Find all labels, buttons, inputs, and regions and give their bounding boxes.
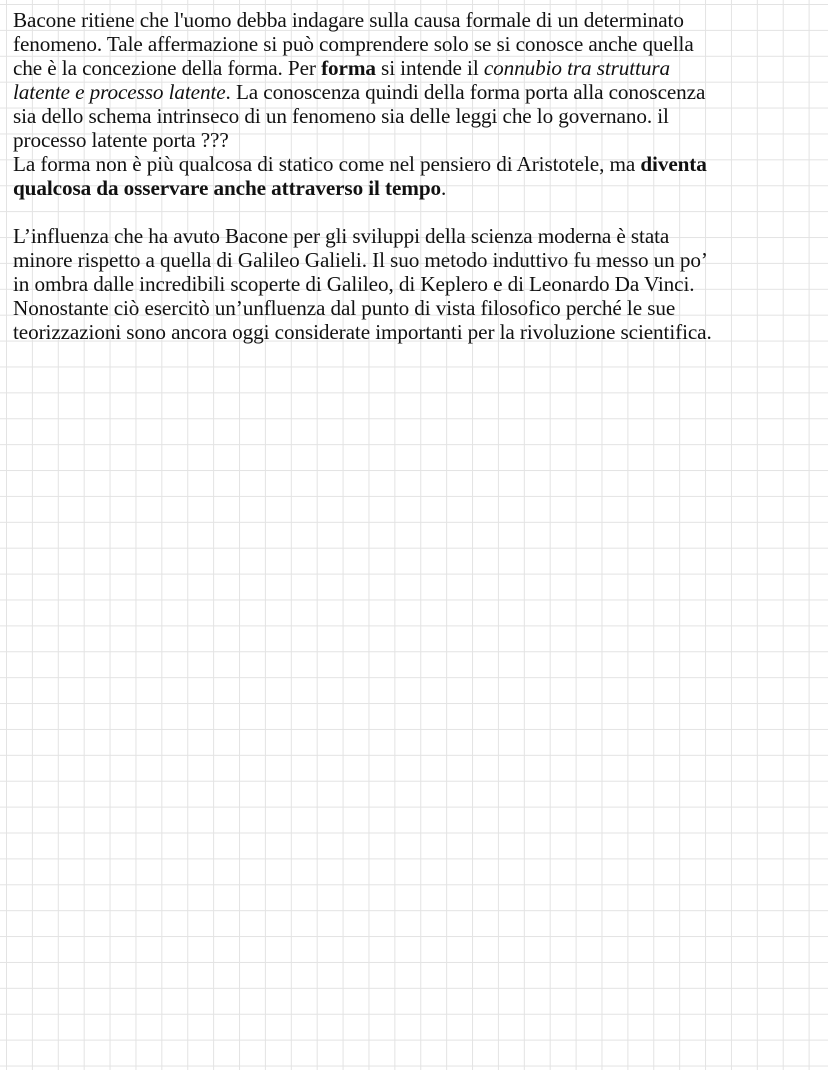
text-line bbox=[13, 8, 822, 32]
text-line bbox=[13, 272, 822, 296]
text-run: fenomeno. Tale affermazione si può comprendere solo se si conosce anche quella bbox=[13, 32, 694, 56]
bold-term-forma: forma bbox=[321, 56, 376, 80]
bold-emphasis: diventa bbox=[640, 152, 707, 176]
text-run: sia dello schema intrinseco di un fenomeno sia delle leggi che lo governano. il bbox=[13, 104, 669, 128]
text-line bbox=[13, 104, 822, 128]
text-run: che è la concezione della forma. Per bbox=[13, 56, 322, 80]
text-run: L’influenza che ha avuto Bacone per gli sviluppi della scienza moderna è stata bbox=[13, 224, 670, 248]
text-run: . bbox=[441, 176, 447, 200]
text-line bbox=[13, 320, 822, 344]
text-run: Bacone ritiene che l'uomo debba indagare sulla causa formale di un determinato bbox=[13, 8, 684, 32]
text-run: in ombra dalle incredibili scoperte di Galileo, di Keplero e di Leonardo Da Vinci. bbox=[13, 272, 695, 296]
text-run: si intende il bbox=[375, 56, 484, 80]
text-run: teorizzazioni sono ancora oggi considerate importanti per la rivoluzione scientifica. bbox=[13, 320, 712, 344]
text-line bbox=[13, 56, 822, 80]
italic-definition: latente e processo latente bbox=[13, 80, 226, 104]
text-run: La forma non è più qualcosa di statico come nel pensiero di Aristotele, ma bbox=[13, 152, 641, 176]
text-line bbox=[13, 248, 822, 272]
text-line bbox=[13, 80, 822, 104]
document-body bbox=[13, 8, 822, 344]
text-line bbox=[13, 224, 822, 248]
text-line bbox=[13, 152, 822, 176]
text-run: minore rispetto a quella di Galileo Galieli. Il suo metodo induttivo fu messo un po’ bbox=[13, 248, 708, 272]
text-run: processo latente porta ??? bbox=[13, 128, 229, 152]
text-line bbox=[13, 176, 822, 200]
paragraph-bacone-forma bbox=[13, 8, 822, 200]
paragraph-influenza-bacone bbox=[13, 224, 822, 344]
bold-emphasis: qualcosa da osservare anche attraverso il tempo bbox=[13, 176, 442, 200]
text-line bbox=[13, 32, 822, 56]
text-run: . La conoscenza quindi della forma porta alla conoscenza bbox=[225, 80, 706, 104]
text-line bbox=[13, 128, 822, 152]
italic-definition: connubio tra struttura bbox=[483, 56, 670, 80]
text-run: Nonostante ciò esercitò un’unfluenza dal punto di vista filosofico perché le sue bbox=[13, 296, 676, 320]
text-line bbox=[13, 296, 822, 320]
